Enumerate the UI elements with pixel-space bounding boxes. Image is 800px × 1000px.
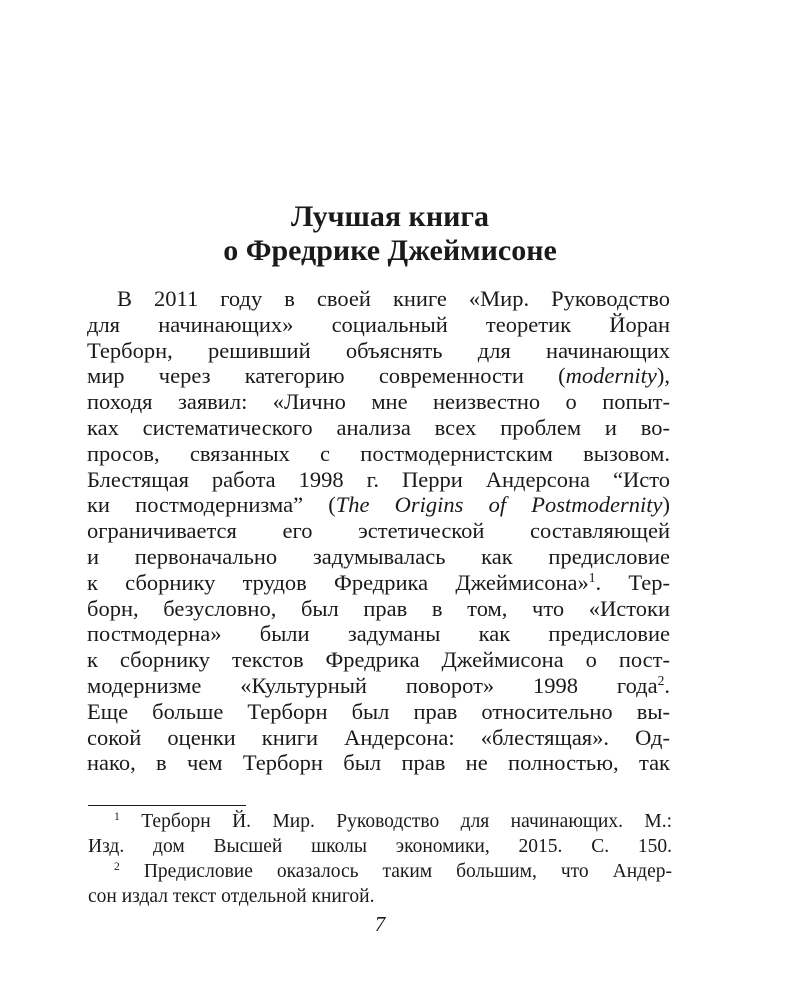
footnote-2-mark: 2: [114, 859, 120, 873]
body-line: постмодерна» были задуманы как предисловие: [87, 621, 670, 647]
footnotes: [88, 809, 672, 909]
body-text: [87, 286, 670, 776]
body-line: нако, в чем Терборн был прав не полностью, так: [87, 750, 670, 776]
footnote-2-line: $^2$ Предисловие оказалось таким большим, что Андер-: [114, 859, 672, 882]
footnote-ref-1: 1: [588, 569, 596, 585]
body-line: Блестящая работа 1998 г. Перри Андерсона “Исто: [87, 466, 670, 492]
body-line: борн, безусловно, был прав в том, что «Истоки: [87, 595, 670, 621]
footnote-1-mark: 1: [114, 809, 120, 823]
body-line: к сборнику трудов Фредрика Джеймисона»$^1$. Тер-: [87, 569, 670, 595]
body-line: ограничивается его эстетической составляющей: [87, 518, 670, 544]
body-line: мир через категорию современности (modernity),: [87, 363, 670, 389]
body-line: Терборн, решивший объяснять для начинающих: [87, 337, 670, 363]
chapter-title-line-1: Лучшая книга: [290, 200, 490, 233]
body-line: для начинающих» социальный теоретик Йоран: [87, 311, 670, 337]
footnote-separator: [88, 805, 246, 806]
footnote-1-line: Изд. дом Высшей школы экономики, 2015. С. 150.: [88, 836, 672, 857]
chapter-title: [100, 200, 680, 268]
chapter-title-line-2: о Фредрике Джеймисоне: [223, 234, 557, 267]
body-line: Еще больше Терборн был прав относительно вы-: [87, 698, 670, 724]
body-line: походя заявил: «Лично мне неизвестно о попыт-: [87, 389, 670, 415]
page-number: 7: [374, 912, 386, 936]
footnote-1-line: $^1$ Терборн Й. Мир. Руководство для начинающих. М.:: [114, 809, 672, 832]
footnote-ref-2: 2: [657, 672, 665, 688]
body-line: В 2011 году в своей книге «Мир. Руководство: [117, 286, 670, 311]
body-line: просов, связанных с постмодернистским вызовом.: [87, 440, 670, 466]
body-line: и первоначально задумывалась как предисловие: [87, 543, 670, 569]
body-line: сокой оценки книги Андерсона: «блестящая». Од-: [87, 724, 670, 750]
body-line: модернизме «Культурный поворот» 1998 года$^2$.: [87, 672, 670, 698]
body-line: ки постмодернизма” (The Origins of Postmodernity): [87, 492, 670, 518]
body-line: ках систематического анализа всех проблем и во-: [87, 414, 670, 440]
footnote-2-line: сон издал текст отдельной книгой.: [88, 886, 375, 907]
body-line: к сборнику текстов Фредрика Джеймисона о пост-: [87, 647, 670, 673]
